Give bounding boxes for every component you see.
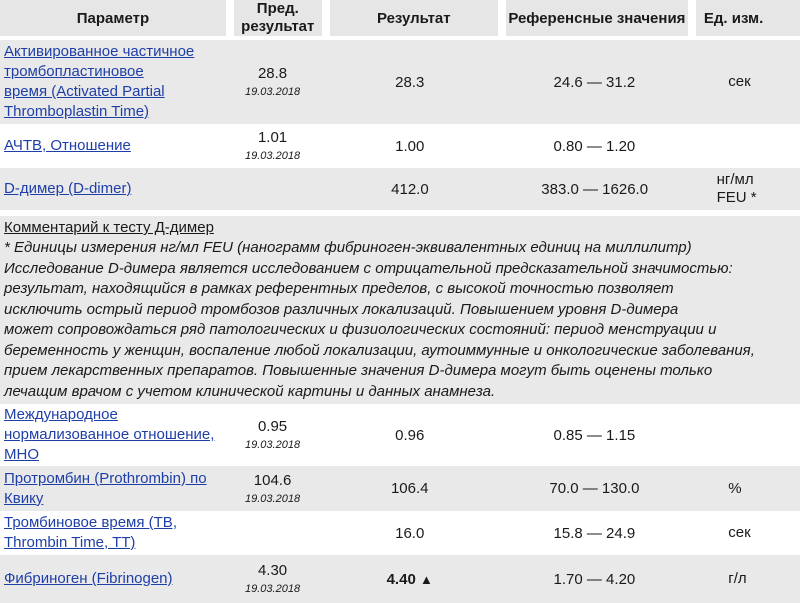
unit-cell <box>695 168 800 210</box>
prev-value: 4.30 <box>257 562 288 579</box>
table-row <box>0 124 800 168</box>
arrow-up-icon: ▲ <box>419 571 433 587</box>
param-cell <box>0 555 228 603</box>
unit-cell <box>694 124 800 168</box>
result-cell: 0.96 <box>395 426 425 444</box>
prev-result-cell <box>228 124 317 168</box>
comment-title: Комментарий к тесту Д-димер <box>4 219 214 236</box>
param-cell <box>0 168 228 210</box>
prev-date: 19.03.2018 <box>245 86 301 98</box>
prev-result-cell <box>228 40 317 124</box>
param-link-prothrombin[interactable]: Протромбин (Prothrombin) по Квику <box>4 469 207 507</box>
param-cell <box>0 511 228 555</box>
header-prev-line1: Пред. <box>256 0 299 17</box>
result-value: 4.40 <box>386 570 416 588</box>
prev-date: 19.03.2018 <box>245 150 301 162</box>
param-cell <box>0 466 228 511</box>
unit-cell <box>694 404 800 466</box>
header-prev-line2: результат <box>241 18 315 35</box>
table-row <box>0 404 800 466</box>
param-link-thrombin-time[interactable]: Тромбиновое время (TB, Thrombin Time, TT) <box>4 514 177 551</box>
table-row <box>0 466 800 511</box>
prev-result-cell <box>228 511 317 555</box>
table-row <box>0 555 800 603</box>
prev-result-cell <box>228 168 317 210</box>
param-link-aptt-ratio[interactable]: АЧТВ, Отношение <box>4 137 131 154</box>
prev-date: 19.03.2018 <box>245 439 301 451</box>
reference-cell: 383.0 — 1626.0 <box>541 180 649 198</box>
unit-cell <box>694 466 800 511</box>
header-result: Результат <box>376 9 451 27</box>
prev-date: 19.03.2018 <box>245 583 301 595</box>
prev-value: 1.01 <box>257 129 288 146</box>
prev-value: 0.95 <box>257 418 288 435</box>
comment-body: * Единицы измерения нг/мл FEU (нанограмм фибриноген-эквивалентных единиц на миллилитр) Исследование D-димера является исследованием с отрицательной предсказательной значимостью: результат, находящийся в рамках референтных пределов, с высокой точностью позволяет исключить острый период тромбозов различных локализаций. Повышением уровня D-димера может сопровождаться ряд патологических и физиологических состояний: период менструации и беременность у женщин, воспаление любой локализации, аутоиммунные и онкологические заболевания, прием лекарственных препаратов. Повышенные значения D-димера могут быть оценены только лечащим врачом с учетом клинической картины и данных анамнеза. <box>4 239 755 400</box>
unit-text: сек <box>728 73 751 90</box>
prev-result-cell <box>228 404 317 466</box>
prev-date: 19.03.2018 <box>245 492 301 505</box>
header-reference: Референсные значения <box>508 9 686 27</box>
unit-cell <box>694 40 800 124</box>
result-value-flagged <box>387 571 433 588</box>
unit-text: сек <box>728 524 751 541</box>
table-row <box>0 168 800 210</box>
unit-text: нг/мл FEU * <box>716 171 757 206</box>
param-cell <box>0 40 228 124</box>
table-header <box>0 0 800 36</box>
param-link-fibrinogen[interactable]: Фибриноген (Fibrinogen) <box>4 570 173 587</box>
unit-text: г/л <box>728 570 747 587</box>
unit-cell <box>694 555 800 603</box>
prev-value: 104.6 <box>253 471 292 489</box>
table-row <box>0 511 800 555</box>
result-cell: 106.4 <box>390 480 429 497</box>
param-link-aptt[interactable]: Активированное частичное тромбопластиновое время (Activated Partial Thromboplastin Time) <box>4 43 195 120</box>
header-unit: Ед. изм. <box>703 9 764 27</box>
unit-text: % <box>728 479 742 497</box>
header-prev-result <box>234 0 322 36</box>
reference-cell: 24.6 — 31.2 <box>553 73 636 91</box>
param-cell <box>0 124 228 168</box>
param-link-inr[interactable]: Международное нормализованное отношение, МНО <box>4 406 215 463</box>
d-dimer-comment <box>0 216 800 404</box>
reference-cell: 15.8 — 24.9 <box>553 524 636 542</box>
prev-result-cell <box>228 555 317 603</box>
result-cell: 412.0 <box>391 180 429 198</box>
table-row <box>0 40 800 124</box>
param-link-d-dimer[interactable]: D-димер (D-dimer) <box>4 180 132 197</box>
reference-cell: 0.85 — 1.15 <box>553 426 636 444</box>
prev-value: 28.8 <box>257 65 288 82</box>
result-cell: 28.3 <box>395 73 425 91</box>
unit-cell <box>694 511 800 555</box>
header-param: Параметр <box>76 9 150 27</box>
result-cell <box>325 555 495 603</box>
prev-result-cell <box>228 466 317 511</box>
reference-cell: 1.70 — 4.20 <box>553 570 636 588</box>
result-cell: 16.0 <box>395 524 425 542</box>
reference-cell: 70.0 — 130.0 <box>549 480 640 497</box>
result-cell: 1.00 <box>395 137 425 155</box>
param-cell <box>0 404 228 466</box>
reference-cell: 0.80 — 1.20 <box>553 137 636 155</box>
